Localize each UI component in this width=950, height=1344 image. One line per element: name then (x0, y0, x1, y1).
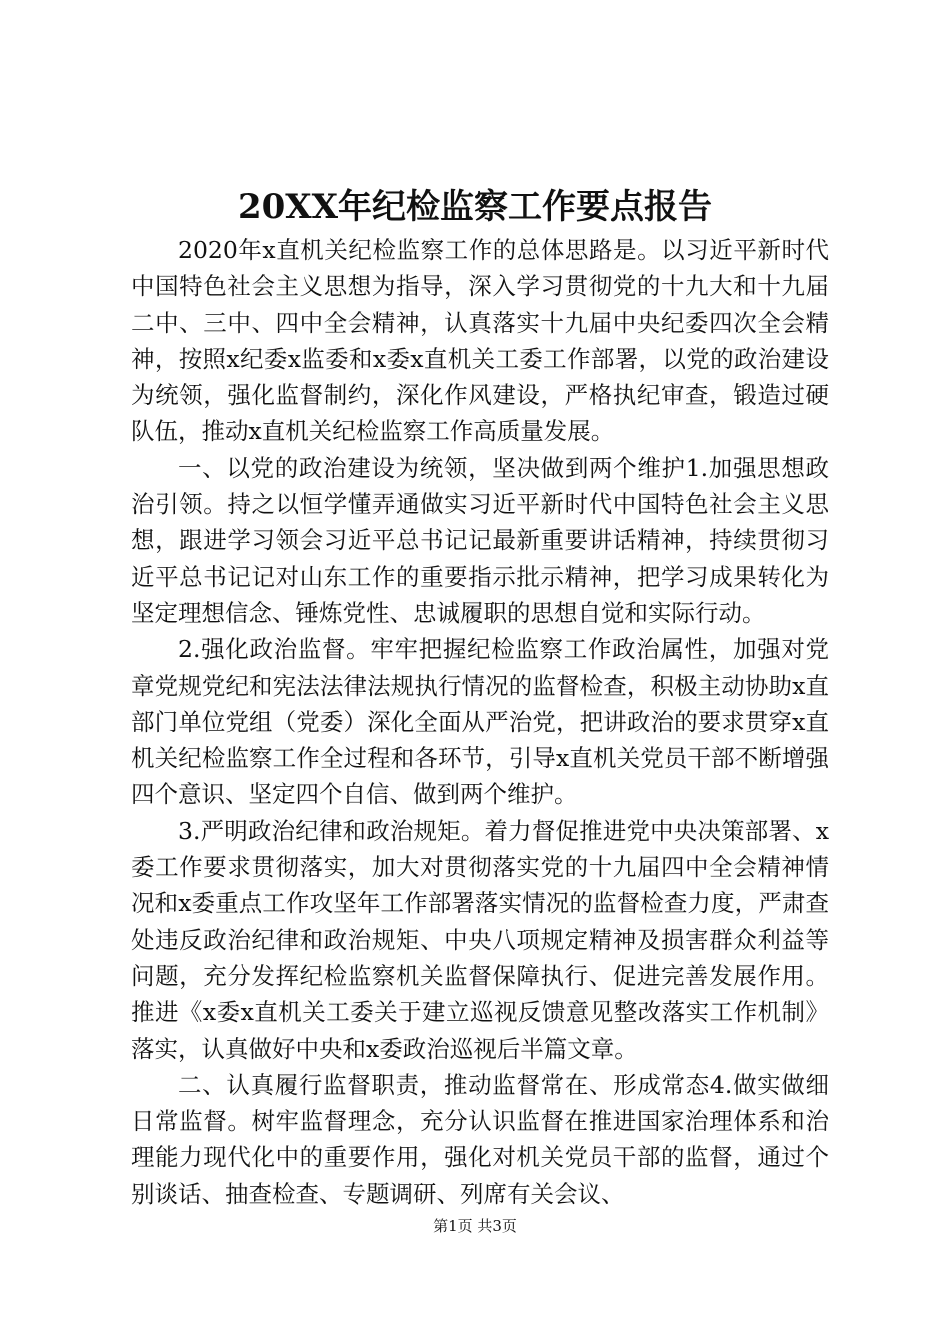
paragraph-intro: 2020年x直机关纪检监察工作的总体思路是。以习近平新时代中国特色社会主义思想为指导，深入学习贯彻党的十九大和十九届二中、三中、四中全会精神，认真落实十九届中央纪委四次全会精神，按照x纪委x监委和x委x直机关工委工作部署，以党的政治建设为统领，强化监督制约，深化作风建设，严格执纪审查，锻造过硬队伍，推动x直机关纪检监察工作高质量发展。 (131, 236, 829, 446)
paragraph-item-2: 2.强化政治监督。牢牢把握纪检监察工作政治属性，加强对党章党规党纪和宪法法律法规执行情况的监督检查，积极主动协助x直部门单位党组（党委）深化全面从严治党，把讲政治的要求贯穿x直机关纪检监察工作全过程和各环节，引导x直机关党员干部不断增强四个意识、坚定四个自信、做到两个维护。 (131, 635, 829, 809)
paragraph-section-1: 一、以党的政治建设为统领，坚决做到两个维护1.加强思想政治引领。持之以恒学懂弄通做实习近平新时代中国特色社会主义思想，跟进学习领会习近平总书记记最新重要讲话精神，持续贯彻习近平总书记记对山东工作的重要指示批示精神，把学习成果转化为坚定理想信念、锤炼党性、忠诚履职的思想自觉和实际行动。 (131, 453, 829, 627)
paragraph-section-2: 二、认真履行监督职责，推动监督常在、形成常态4.做实做细日常监督。树牢监督理念，充分认识监督在推进国家治理体系和治理能力现代化中的重要作用，强化对机关党员干部的监督，通过个别谈话、抽查检查、专题调研、列席有关会议、 (131, 1070, 829, 1208)
page-number-footer: 第1页 共3页 (433, 1217, 517, 1235)
document-title: 20XX年纪检监察工作要点报告 (237, 187, 713, 227)
document-body (131, 232, 829, 1212)
paragraph-item-3: 3.严明政治纪律和政治规矩。着力督促推进党中央决策部署、x委工作要求贯彻落实，加大对贯彻落实党的十九届四中全会精神情况和x委重点工作攻坚年工作部署落实情况的监督检查力度，严肃查处违反政治纪律和政治规矩、中央八项规定精神及损害群众利益等问题，充分发挥纪检监察机关监督保障执行、促进完善发展作用。推进《x委x直机关工委关于建立巡视反馈意见整改落实工作机制》落实，认真做好中央和x委政治巡视后半篇文章。 (131, 816, 829, 1063)
